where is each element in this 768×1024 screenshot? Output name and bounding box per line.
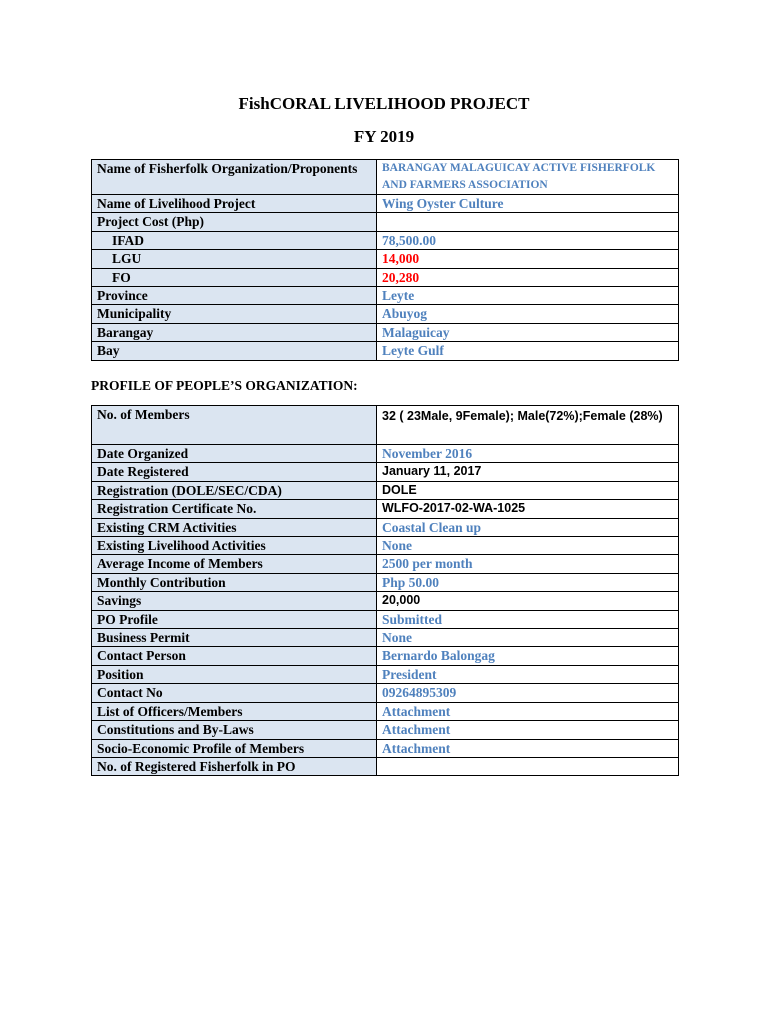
table-row (92, 160, 679, 195)
row-label: LGU (92, 250, 377, 268)
table-row (92, 629, 679, 647)
row-label: Date Organized (92, 445, 377, 463)
document-title: FishCORAL LIVELIHOOD PROJECT (238, 94, 530, 113)
row-value: 20,000 (377, 592, 679, 610)
row-label: Average Income of Members (92, 555, 377, 573)
table-row (92, 305, 679, 323)
row-value: 32 ( 23Male, 9Female); Male(72%);Female (28%) (377, 406, 679, 445)
row-label: IFAD (92, 231, 377, 249)
row-value: Leyte Gulf (377, 342, 679, 360)
table-row (92, 518, 679, 536)
row-label: Province (92, 287, 377, 305)
table-row (92, 323, 679, 341)
row-label: Bay (92, 342, 377, 360)
table-row (92, 406, 679, 445)
table-row (92, 592, 679, 610)
row-label: No. of Registered Fisherfolk in PO (92, 757, 377, 775)
row-value: President (377, 665, 679, 683)
row-label: Contact Person (92, 647, 377, 665)
row-label: Project Cost (Php) (92, 213, 377, 231)
table-row (92, 463, 679, 481)
table-row (92, 213, 679, 231)
table-row (92, 481, 679, 499)
row-label: Socio-Economic Profile of Members (92, 739, 377, 757)
table-row (92, 537, 679, 555)
row-value: WLFO-2017-02-WA-1025 (377, 500, 679, 518)
row-value: January 11, 2017 (377, 463, 679, 481)
row-value: Attachment (377, 739, 679, 757)
row-label: Monthly Contribution (92, 573, 377, 591)
row-value: Malaguicay (377, 323, 679, 341)
row-value: 09264895309 (377, 684, 679, 702)
table-row (92, 665, 679, 683)
row-label: Name of Fisherfolk Organization/Proponents (92, 160, 377, 195)
table-row (92, 739, 679, 757)
table-row (92, 555, 679, 573)
table-row (92, 757, 679, 775)
row-label: Existing CRM Activities (92, 518, 377, 536)
row-value (377, 213, 679, 231)
row-label: Registration (DOLE/SEC/CDA) (92, 481, 377, 499)
row-label: FO (92, 268, 377, 286)
row-label: Name of Livelihood Project (92, 195, 377, 213)
row-value: None (377, 629, 679, 647)
row-value: Attachment (377, 702, 679, 720)
row-value: Bernardo Balongag (377, 647, 679, 665)
row-value: Abuyog (377, 305, 679, 323)
row-value: Wing Oyster Culture (377, 195, 679, 213)
po-profile-table (91, 405, 679, 776)
row-value: Attachment (377, 721, 679, 739)
row-label: Constitutions and By-Laws (92, 721, 377, 739)
table-row (92, 342, 679, 360)
row-label: PO Profile (92, 610, 377, 628)
row-label: List of Officers/Members (92, 702, 377, 720)
row-label: Business Permit (92, 629, 377, 647)
row-label: Savings (92, 592, 377, 610)
row-value: 14,000 (377, 250, 679, 268)
row-value (377, 757, 679, 775)
table-row (92, 268, 679, 286)
row-value: Leyte (377, 287, 679, 305)
table-row (92, 610, 679, 628)
table-row (92, 250, 679, 268)
row-label: No. of Members (92, 406, 377, 445)
row-value: None (377, 537, 679, 555)
row-label: Registration Certificate No. (92, 500, 377, 518)
row-value: 20,280 (377, 268, 679, 286)
table-row (92, 647, 679, 665)
row-value: BARANGAY MALAGUICAY ACTIVE FISHERFOLK AND FARMERS ASSOCIATION (377, 160, 679, 195)
project-details-table (91, 159, 679, 361)
table-row (92, 287, 679, 305)
row-value: Php 50.00 (377, 573, 679, 591)
row-value: Submitted (377, 610, 679, 628)
row-value: 2500 per month (377, 555, 679, 573)
row-value: November 2016 (377, 445, 679, 463)
row-value: Coastal Clean up (377, 518, 679, 536)
row-label: Contact No (92, 684, 377, 702)
row-label: Position (92, 665, 377, 683)
row-label: Barangay (92, 323, 377, 341)
table-row (92, 500, 679, 518)
row-label: Existing Livelihood Activities (92, 537, 377, 555)
table-row (92, 195, 679, 213)
row-label: Municipality (92, 305, 377, 323)
table-row (92, 702, 679, 720)
row-value: 78,500.00 (377, 231, 679, 249)
table-row (92, 231, 679, 249)
table-row (92, 721, 679, 739)
fiscal-year: FY 2019 (353, 127, 415, 146)
row-value: DOLE (377, 481, 679, 499)
table-row (92, 684, 679, 702)
section-heading: PROFILE OF PEOPLE’S ORGANIZATION: (91, 378, 358, 393)
row-label: Date Registered (92, 463, 377, 481)
table-row (92, 445, 679, 463)
table-row (92, 573, 679, 591)
